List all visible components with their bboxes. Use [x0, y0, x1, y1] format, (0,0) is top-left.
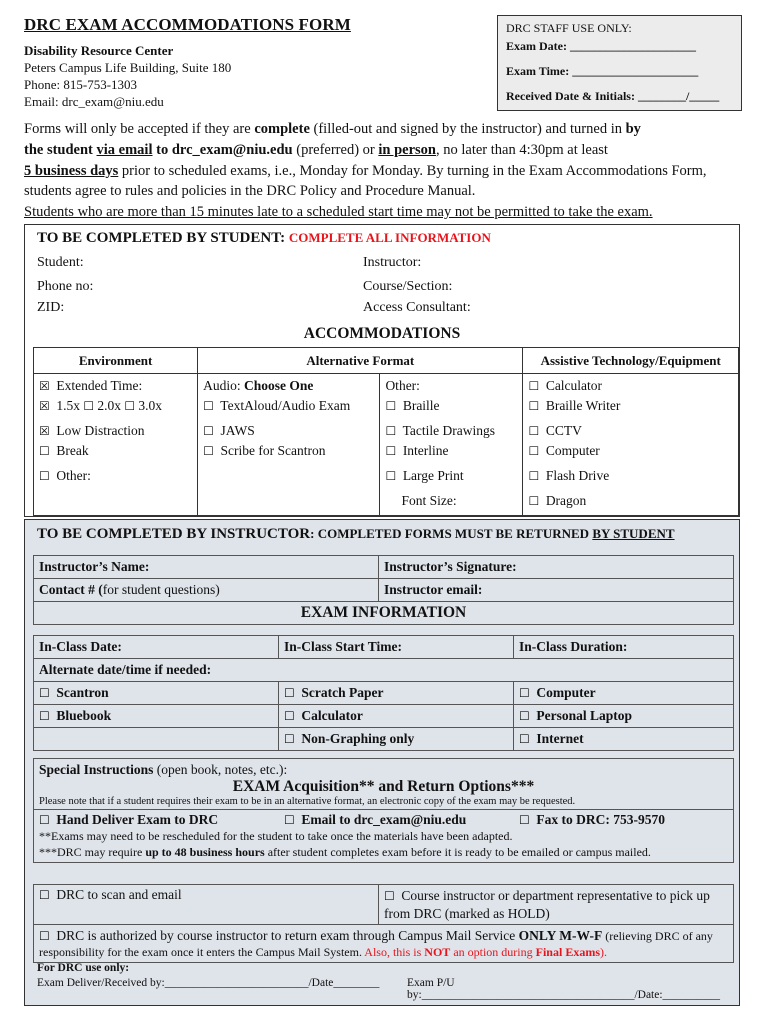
staff-exam-time[interactable]: Exam Time: _____________________ — [506, 64, 699, 78]
option-label: Email to drc_exam@niu.edu — [301, 812, 467, 827]
note-bold: up to 48 business hours — [145, 845, 265, 859]
checkbox-icon[interactable]: ☐ — [39, 686, 50, 700]
return-options-table — [33, 884, 734, 963]
non-graphing-option[interactable] — [279, 728, 514, 751]
intro-bold-underline: via email — [96, 141, 153, 158]
staff-use-box — [497, 15, 742, 111]
option-label: Tactile Drawings — [402, 423, 495, 438]
personal-laptop-option[interactable] — [514, 705, 734, 728]
environment-cell — [34, 374, 198, 516]
option-label: Extended Time: — [56, 378, 143, 393]
checkbox-icon[interactable]: ☐ — [528, 444, 540, 458]
checkbox-icon[interactable]: ☐ — [39, 813, 50, 827]
option-label: Computer — [545, 443, 600, 458]
acquisition-note: Please note that if a student requires their exam to be in an alternative format, an electronic copy of the exam may be requested. — [39, 796, 576, 807]
student-header-text: TO BE COMPLETED BY STUDENT: — [37, 230, 286, 246]
intro-text: prior to scheduled exams, i.e., Monday for Monday. By turning in the Exam Accommodations Form, students agree to rules and policies in the DRC Policy and Procedure Manual. — [24, 162, 707, 200]
option-label: JAWS — [220, 423, 255, 438]
instructor-field[interactable]: Instructor: — [363, 255, 422, 270]
option-label: Computer — [536, 685, 596, 700]
intro-email: drc_exam@niu.edu — [171, 141, 293, 158]
student-header-note: COMPLETE ALL INFORMATION — [288, 230, 491, 245]
contact-note: for student questions) — [102, 582, 220, 597]
dragon-option[interactable] — [528, 491, 733, 511]
computer-option[interactable] — [528, 441, 733, 461]
instructor-section — [24, 519, 740, 1006]
intro-paragraph — [24, 119, 736, 223]
delivery-block — [34, 810, 734, 863]
instructor-section-header — [37, 526, 675, 543]
assistive-tech-cell — [523, 374, 739, 516]
campus-mail-option[interactable] — [34, 925, 734, 963]
option-label: 3.0x — [138, 398, 162, 413]
checkbox-icon[interactable]: ☐ — [39, 709, 50, 723]
org-info — [24, 42, 231, 110]
reschedule-note: **Exams may need to be rescheduled for the student to take once the materials have been adapted. — [39, 829, 513, 843]
fax-option[interactable] — [519, 812, 665, 828]
internet-option[interactable] — [514, 728, 734, 751]
intro-bold: by — [625, 121, 641, 137]
empty-cell — [34, 728, 279, 751]
scribe-option[interactable] — [203, 441, 374, 461]
option-label: 2.0x — [97, 398, 121, 413]
intro-text: Forms will only be accepted if they are — [24, 121, 255, 137]
option-note: (relieving DRC of any responsibility for the exam once it enters the Campus Mail System. — [39, 929, 713, 959]
option-label: Flash Drive — [545, 468, 610, 483]
acquisition-block — [34, 759, 734, 810]
option-label: DRC is authorized by course instructor to return exam through Campus Mail Service — [56, 928, 519, 943]
org-name: Disability Resource Center — [24, 43, 174, 58]
checkbox-icon[interactable]: ☐ — [528, 379, 540, 393]
checkbox-icon[interactable]: ☐ — [39, 444, 50, 458]
option-label: Course instructor or department representative to pick up from DRC (marked as HOLD) — [384, 888, 710, 921]
instructor-email-field[interactable]: Instructor email: — [379, 579, 734, 602]
zid-field[interactable]: ZID: — [37, 300, 65, 315]
checkbox-icon[interactable]: ☐ — [528, 469, 540, 483]
scratch-paper-option[interactable] — [279, 682, 514, 705]
option-label: Other: — [56, 468, 91, 483]
checkbox-icon[interactable]: ☐ — [384, 889, 395, 903]
col-assistive-tech: Assistive Technology/Equipment — [523, 348, 739, 374]
checkbox-icon[interactable]: ☐ — [203, 424, 214, 438]
student-section — [24, 224, 740, 517]
jaws-option[interactable] — [203, 421, 374, 441]
org-address: Peters Campus Life Building, Suite 180 — [24, 60, 232, 75]
instructor-header-text: TO BE COMPLETED BY INSTRUCTOR — [37, 526, 311, 542]
warning-bold: NOT — [424, 945, 451, 959]
org-email: Email: drc_exam@niu.edu — [24, 94, 164, 109]
extended-time-option[interactable] — [39, 376, 192, 396]
flash-drive-option[interactable] — [528, 466, 733, 486]
checkbox-icon[interactable]: ☐ — [519, 686, 530, 700]
intro-bold: to — [152, 141, 172, 158]
intro-late-warning: Students who are more than 15 minutes late to a scheduled start time may not be permitted to take the exam. — [24, 204, 653, 221]
checkbox-icon[interactable]: ☐ — [528, 399, 540, 413]
option-label: Calculator — [545, 378, 603, 393]
option-label: Large Print — [402, 468, 464, 483]
checkbox-icon[interactable]: ☐ — [519, 813, 530, 827]
col-alt-format: Alternative Format — [198, 348, 523, 374]
option-label: Braille Writer — [545, 398, 621, 413]
other-format-cell — [380, 374, 523, 516]
course-section-field[interactable]: Course/Section: — [363, 279, 453, 294]
warning-text: Also, this is — [364, 945, 425, 959]
checkbox-icon[interactable]: ☐ — [203, 444, 214, 458]
break-option[interactable] — [39, 441, 192, 461]
student-section-header — [37, 230, 491, 247]
tactile-option[interactable] — [385, 421, 517, 441]
checkbox-icon[interactable]: ☐ — [284, 686, 295, 700]
option-label: Interline — [402, 443, 449, 458]
warning-bold: Final Exams — [535, 945, 600, 959]
intro-text: (preferred) or — [292, 141, 379, 158]
checked-checkbox-icon[interactable]: ☒ — [39, 399, 50, 413]
other-format-label: Other: — [385, 378, 420, 393]
checked-checkbox-icon[interactable]: ☒ — [39, 424, 50, 438]
checkbox-icon[interactable]: ☐ — [519, 732, 530, 746]
time-multiplier-options — [39, 396, 192, 416]
pickup-by-field[interactable]: Exam P/U by:_____________________________________/Date:__________ — [407, 977, 721, 1001]
option-label: Calculator — [301, 708, 363, 723]
alternate-date-field[interactable]: Alternate date/time if needed: — [34, 659, 734, 682]
checkbox-icon[interactable]: ☐ — [203, 399, 214, 413]
intro-text: (filled-out and signed by the instructor) and turned in — [309, 121, 626, 137]
checkbox-icon[interactable]: ☐ — [284, 709, 295, 723]
checkbox-icon[interactable]: ☐ — [385, 399, 397, 413]
drc-use-only-label: For DRC use only: — [37, 962, 130, 974]
intro-bold: the student — [24, 141, 97, 158]
cctv-option[interactable] — [528, 421, 733, 441]
org-phone: Phone: 815-753-1303 — [24, 77, 138, 92]
deliver-received-field[interactable]: Exam Deliver/Received by:_________________________/Date________ — [37, 977, 380, 989]
intro-bold: complete — [254, 121, 310, 137]
special-note: (open book, notes, etc.): — [153, 762, 288, 777]
instructor-name-field[interactable]: Instructor’s Name: — [34, 556, 379, 579]
checkbox-icon[interactable]: ☐ — [528, 494, 540, 508]
large-print-option[interactable] — [385, 466, 517, 486]
option-label: Personal Laptop — [536, 708, 633, 723]
braille-writer-option[interactable] — [528, 396, 733, 416]
option-label: CCTV — [545, 423, 582, 438]
font-size-field[interactable]: Font Size: — [401, 493, 457, 508]
staff-exam-date[interactable]: Exam Date: _____________________ — [506, 39, 696, 53]
drc-require-note — [39, 844, 728, 860]
audio-cell — [198, 374, 380, 516]
note-text: after student completes exam before it is ready to be emailed or campus mailed. — [264, 845, 651, 859]
note-text: ***DRC may require — [39, 845, 146, 859]
option-label: Braille — [402, 398, 440, 413]
option-label: 1.5x — [56, 398, 80, 413]
instructor-header-note: : COMPLETED FORMS MUST BE RETURNED — [310, 526, 593, 541]
other-option[interactable] — [39, 466, 192, 486]
option-label: Dragon — [545, 493, 587, 508]
instructor-info-table — [33, 555, 734, 625]
scantron-option[interactable] — [34, 682, 279, 705]
textaloud-option[interactable] — [203, 396, 374, 416]
acquisition-title: EXAM Acquisition** and Return Options*** — [232, 778, 535, 795]
checkbox-icon[interactable]: ☐ — [385, 444, 397, 458]
option-label: DRC to scan and email — [56, 887, 182, 902]
contact-label: Contact # ( — [39, 582, 103, 597]
hand-deliver-option[interactable] — [39, 812, 284, 828]
pickup-option[interactable] — [379, 885, 734, 925]
checkbox-icon[interactable]: ☐ — [284, 813, 295, 827]
audio-label: Audio: — [203, 378, 245, 393]
delivery-options — [39, 812, 728, 828]
accommodations-table — [33, 347, 739, 516]
special-label: Special Instructions — [39, 762, 154, 777]
scan-email-option[interactable] — [34, 885, 379, 925]
calculator-option[interactable] — [528, 376, 733, 396]
intro-bold-underline: 5 business days — [24, 162, 119, 179]
option-label: Break — [56, 443, 89, 458]
option-label: Low Distraction — [56, 423, 145, 438]
email-exam-option[interactable] — [284, 812, 519, 828]
checkbox-icon[interactable]: ☐ — [385, 424, 397, 438]
checkbox-icon[interactable]: ☐ — [385, 469, 397, 483]
checkbox-icon[interactable]: ☐ — [124, 399, 136, 413]
option-bold: ONLY M-W-F — [518, 928, 603, 943]
bluebook-option[interactable] — [34, 705, 279, 728]
option-label: Internet — [536, 731, 584, 746]
low-distraction-option[interactable] — [39, 421, 192, 441]
audio-heading — [203, 376, 374, 396]
checkbox-icon[interactable]: ☐ — [528, 424, 540, 438]
form-title: DRC EXAM ACCOMMODATIONS FORM — [24, 15, 351, 34]
option-label: Bluebook — [56, 708, 112, 723]
option-label: TextAloud/Audio Exam — [220, 398, 351, 413]
checkbox-icon[interactable]: ☐ — [83, 399, 95, 413]
option-label: Fax to DRC: 753-9570 — [536, 812, 665, 827]
inclass-start-field[interactable]: In-Class Start Time: — [279, 636, 514, 659]
inclass-duration-field[interactable]: In-Class Duration: — [514, 636, 734, 659]
option-label: Non-Graphing only — [301, 731, 415, 746]
instructor-signature-field[interactable]: Instructor’s Signature: — [379, 556, 734, 579]
checkbox-icon[interactable]: ☐ — [39, 469, 50, 483]
contact-field[interactable] — [34, 579, 379, 602]
special-instructions-field[interactable] — [39, 762, 728, 778]
warning-text: an option during — [450, 945, 536, 959]
checkbox-icon[interactable]: ☐ — [39, 929, 50, 943]
exam-info-table — [33, 635, 734, 751]
staff-received[interactable]: Received Date & Initials: ________/_____ — [506, 89, 720, 103]
option-label: Scribe for Scantron — [220, 443, 326, 458]
access-consultant-field[interactable]: Access Consultant: — [363, 300, 471, 315]
col-environment: Environment — [34, 348, 198, 374]
braille-option[interactable] — [385, 396, 517, 416]
option-label: Scratch Paper — [301, 685, 384, 700]
interline-option[interactable] — [385, 441, 517, 461]
checkbox-icon[interactable]: ☐ — [39, 888, 50, 902]
intro-bold-underline: in person — [378, 141, 436, 158]
phone-field[interactable]: Phone no: — [37, 279, 94, 294]
accommodations-title: ACCOMMODATIONS — [303, 325, 461, 342]
warning-text: ). — [599, 945, 607, 959]
option-label: Hand Deliver Exam to DRC — [56, 812, 219, 827]
student-name-field[interactable]: Student: — [37, 255, 84, 270]
option-label: Scantron — [56, 685, 109, 700]
exam-info-title: EXAM INFORMATION — [34, 602, 734, 625]
staff-box-title: DRC STAFF USE ONLY: — [506, 21, 632, 35]
checkbox-icon[interactable]: ☐ — [519, 709, 530, 723]
computer-option[interactable] — [514, 682, 734, 705]
intro-text: , no later than 4:30pm at least — [435, 141, 608, 158]
inclass-date-field[interactable]: In-Class Date: — [34, 636, 279, 659]
checkbox-icon[interactable]: ☐ — [284, 732, 295, 746]
instructor-header-note-underline: BY STUDENT — [592, 526, 675, 541]
checked-checkbox-icon[interactable]: ☒ — [39, 379, 50, 393]
choose-one-label: Choose One — [244, 378, 314, 393]
calculator-option[interactable] — [279, 705, 514, 728]
acquisition-table — [33, 758, 734, 863]
